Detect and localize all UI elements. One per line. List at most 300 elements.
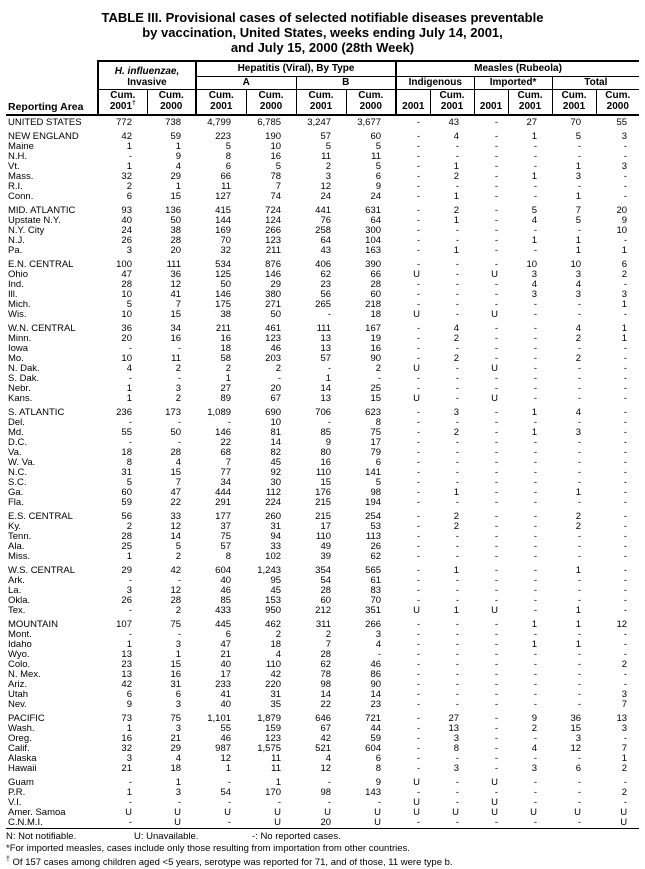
value-cell: 90 [370, 354, 382, 364]
value-cell: 565 [365, 566, 382, 576]
table-row [6, 394, 639, 404]
value-cell: 3 [531, 290, 538, 300]
reporting-area-cell: N.H. [8, 152, 27, 162]
value-cell: 50 [270, 310, 282, 320]
value-cell: 85 [320, 428, 332, 438]
value-cell: 13 [121, 650, 132, 660]
value-cell: 1 [325, 374, 332, 384]
value-cell: 4 [126, 364, 132, 374]
value-cell: 380 [265, 290, 282, 300]
value-cell: - [494, 260, 499, 270]
value-cell: 6 [375, 172, 382, 182]
legend-line [6, 831, 639, 843]
value-cell: 2 [325, 162, 332, 172]
value-cell: 2 [375, 364, 382, 374]
value-cell: - [494, 620, 499, 630]
value-cell: 66 [370, 270, 382, 280]
table-row [6, 778, 639, 788]
value-cell: 4 [575, 324, 582, 334]
value-cell: U [174, 818, 182, 828]
table-row [6, 344, 639, 354]
indigenous-header: Indigenous [396, 76, 474, 90]
value-cell: - [494, 408, 499, 418]
value-cell: 1 [225, 764, 232, 774]
value-cell: - [533, 700, 538, 710]
value-cell: 1 [453, 606, 460, 616]
value-cell: - [623, 468, 628, 478]
value-cell: 175 [215, 300, 232, 310]
value-cell: 98 [370, 488, 382, 498]
value-cell: 1 [621, 246, 628, 256]
value-cell: U [530, 808, 538, 818]
value-cell: - [577, 552, 582, 562]
value-cell: 6 [575, 764, 582, 774]
value-cell: - [533, 468, 538, 478]
value-cell: - [416, 290, 421, 300]
value-cell: - [416, 744, 421, 754]
value-cell: - [577, 798, 582, 808]
value-cell: 56 [320, 290, 332, 300]
title-line-1: TABLE III. Provisional cases of selected notifiable diseases preventable [101, 10, 544, 25]
reporting-area-cell: D.C. [8, 438, 27, 448]
value-cell: - [577, 468, 582, 478]
value-cell: - [494, 117, 499, 128]
value-cell: - [455, 458, 460, 468]
value-cell: 17 [370, 438, 382, 448]
value-cell: 60 [121, 488, 132, 498]
header-group-row [6, 61, 639, 76]
value-cell: - [623, 408, 628, 418]
value-cell: 31 [270, 690, 282, 700]
value-cell: - [494, 764, 499, 774]
value-cell: 113 [365, 532, 382, 542]
value-cell: - [455, 650, 460, 660]
reporting-area-cell: Md. [8, 428, 24, 438]
value-cell: 82 [270, 448, 282, 458]
value-cell: 75 [170, 620, 182, 630]
value-cell: 260 [265, 512, 282, 522]
value-cell: - [494, 488, 499, 498]
value-cell: 54 [320, 576, 332, 586]
value-cell: 173 [165, 408, 182, 418]
value-cell: - [623, 182, 628, 192]
value-cell: 14 [320, 690, 332, 700]
reporting-area-cell: Iowa [8, 344, 29, 354]
value-cell: - [416, 438, 421, 448]
value-cell: - [494, 754, 499, 764]
value-cell: 462 [265, 620, 282, 630]
value-cell: 42 [121, 680, 132, 690]
value-cell: - [455, 818, 460, 828]
value-cell: - [494, 344, 499, 354]
value-cell: - [533, 142, 538, 152]
serotype-footnote-text: Of 157 cases among children aged <5 years, serotype was reported for 71, and of those, 11 were type b. [12, 857, 453, 869]
value-cell: - [623, 344, 628, 354]
value-cell: 3 [575, 172, 582, 182]
value-cell: 738 [165, 117, 182, 128]
value-cell: 47 [220, 640, 232, 650]
value-cell: 49 [320, 542, 332, 552]
value-cell: 107 [116, 620, 132, 630]
reporting-area-cell: Vt. [8, 162, 20, 172]
table-row [6, 818, 639, 829]
imported-measles-footnote: *For imported measles, cases include only those resulting from importation from other countries. [6, 842, 410, 854]
reporting-area-cell: Ga. [8, 488, 24, 498]
value-cell: - [494, 236, 499, 246]
value-cell: - [623, 172, 628, 182]
value-cell: - [128, 818, 132, 828]
value-cell: - [623, 640, 628, 650]
value-cell: - [416, 818, 421, 828]
value-cell: 1 [126, 552, 132, 562]
value-cell: - [416, 714, 421, 724]
value-cell: - [494, 374, 499, 384]
value-cell: 10 [526, 260, 538, 270]
table-row [6, 428, 639, 438]
value-cell: 55 [220, 724, 232, 734]
table-body [6, 115, 639, 829]
value-cell: - [416, 206, 421, 216]
reporting-area-cell: Conn. [8, 192, 34, 202]
reporting-area-cell: N.J. [8, 236, 25, 246]
value-cell: - [455, 280, 460, 290]
value-cell: 6 [225, 630, 232, 640]
value-cell: 45 [270, 586, 282, 596]
value-cell: - [577, 586, 582, 596]
value-cell: 146 [215, 428, 232, 438]
value-cell: - [533, 512, 538, 522]
value-cell: 415 [215, 206, 232, 216]
value-cell: 125 [215, 270, 232, 280]
value-cell: - [455, 394, 460, 404]
value-cell: 215 [315, 498, 332, 508]
value-cell: 3 [621, 132, 628, 142]
value-cell: - [623, 428, 628, 438]
value-cell: - [577, 670, 582, 680]
value-cell: 17 [320, 522, 332, 532]
value-cell: - [455, 498, 460, 508]
value-cell: - [623, 364, 628, 374]
value-cell: - [455, 576, 460, 586]
value-cell: - [416, 458, 421, 468]
table-row [6, 734, 639, 744]
value-cell: U [491, 606, 499, 616]
value-cell: - [455, 236, 460, 246]
value-cell: 18 [370, 310, 382, 320]
value-cell: 1 [621, 334, 628, 344]
value-cell: 93 [121, 206, 132, 216]
value-cell: - [455, 586, 460, 596]
value-cell: - [577, 478, 582, 488]
value-cell: - [416, 596, 421, 606]
value-cell: - [623, 394, 628, 404]
reporting-area-cell: Wis. [8, 310, 27, 320]
value-cell: - [494, 458, 499, 468]
table-row [6, 478, 639, 488]
value-cell: 4 [453, 324, 460, 334]
table-row [6, 216, 639, 226]
value-cell: - [533, 522, 538, 532]
value-cell: 2 [275, 630, 282, 640]
value-cell: 5 [275, 162, 282, 172]
value-cell: - [494, 512, 499, 522]
value-cell: - [533, 552, 538, 562]
value-cell: U [491, 798, 499, 808]
table-row [6, 744, 639, 754]
value-cell: - [416, 680, 421, 690]
value-cell: 2 [453, 206, 460, 216]
value-cell: 39 [320, 552, 332, 562]
reporting-area-cell: Utah [8, 690, 29, 700]
value-cell: 266 [265, 226, 282, 236]
value-cell: - [455, 310, 460, 320]
value-cell: 1,101 [207, 714, 232, 724]
value-cell: 66 [220, 172, 232, 182]
value-cell: 521 [315, 744, 332, 754]
title-line-3: and July 15, 2000 (28th Week) [230, 40, 415, 55]
value-cell: - [327, 778, 332, 788]
reporting-area-cell: Calif. [8, 744, 30, 754]
value-cell: - [455, 532, 460, 542]
value-cell: 9 [175, 152, 182, 162]
reporting-area-cell: E.N. CENTRAL [8, 260, 74, 270]
value-cell: 24 [121, 226, 132, 236]
value-cell: U [491, 808, 499, 818]
value-cell: - [416, 448, 421, 458]
value-cell: 75 [220, 532, 232, 542]
value-cell: - [128, 418, 132, 428]
value-cell: - [577, 690, 582, 700]
value-cell: - [416, 246, 421, 256]
reporting-area-cell: Miss. [8, 552, 31, 562]
value-cell: 265 [315, 300, 332, 310]
table-row [6, 162, 639, 172]
reporting-area-cell: Alaska [8, 754, 37, 764]
value-cell: 2 [126, 182, 132, 192]
value-cell: - [577, 630, 582, 640]
value-cell: 2 [175, 606, 182, 616]
value-cell: 46 [220, 586, 232, 596]
value-cell: 1 [453, 246, 460, 256]
value-cell: - [577, 384, 582, 394]
value-cell: - [128, 606, 132, 616]
value-cell: - [577, 152, 582, 162]
table-row [6, 596, 639, 606]
value-cell: 127 [215, 192, 232, 202]
value-cell: 950 [265, 606, 282, 616]
value-cell: 50 [170, 216, 182, 226]
value-cell: 111 [316, 324, 332, 334]
reporting-area-cell: S. Dak. [8, 374, 40, 384]
value-cell: 143 [365, 788, 382, 798]
value-cell: U [274, 808, 282, 818]
value-cell: 74 [270, 192, 282, 202]
value-cell: - [128, 374, 132, 384]
reporting-area-cell: Ariz. [8, 680, 27, 690]
value-cell: - [128, 630, 132, 640]
value-cell: 14 [270, 438, 282, 448]
value-cell: U [374, 818, 382, 828]
reporting-area-cell: Nev. [8, 700, 27, 710]
value-cell: - [455, 596, 460, 606]
value-cell: - [455, 478, 460, 488]
value-cell: 144 [215, 216, 232, 226]
value-cell: - [577, 818, 582, 828]
value-cell: 26 [370, 542, 382, 552]
value-cell: - [533, 152, 538, 162]
value-cell: 19 [370, 334, 382, 344]
legend-unavailable: U: Unavailable. [134, 831, 199, 842]
value-cell: 89 [220, 394, 232, 404]
value-cell: 2 [621, 788, 628, 798]
value-cell: - [533, 586, 538, 596]
value-cell: - [577, 300, 582, 310]
value-cell: - [416, 690, 421, 700]
value-cell: 3 [175, 640, 182, 650]
value-cell: - [623, 512, 628, 522]
value-cell: - [494, 152, 499, 162]
value-cell: 28 [170, 448, 182, 458]
value-cell: - [623, 384, 628, 394]
value-cell: 22 [170, 498, 182, 508]
value-cell: - [455, 468, 460, 478]
value-cell: - [416, 650, 421, 660]
value-cell: - [494, 532, 499, 542]
value-cell: 3 [375, 630, 382, 640]
value-cell: - [494, 142, 499, 152]
value-cell: 3 [621, 162, 628, 172]
value-cell: - [533, 384, 538, 394]
value-cell: 42 [270, 670, 282, 680]
value-cell: 31 [121, 468, 132, 478]
value-cell: 6,785 [257, 117, 282, 128]
value-cell: 9 [126, 700, 132, 710]
reporting-area-cell: S.C. [8, 478, 27, 488]
value-cell: - [416, 182, 421, 192]
value-cell: 31 [170, 680, 182, 690]
table-row [6, 714, 639, 724]
value-cell: U [224, 808, 232, 818]
value-cell: 28 [121, 532, 132, 542]
value-cell: U [413, 606, 421, 616]
value-cell: 26 [121, 236, 132, 246]
value-cell: 36 [170, 270, 182, 280]
value-cell: - [494, 468, 499, 478]
reporting-area-cell: Ohio [8, 270, 29, 280]
reporting-area-cell: Ala. [8, 542, 25, 552]
value-cell: - [177, 374, 182, 384]
value-cell: 1 [126, 788, 132, 798]
value-cell: 1 [575, 566, 582, 576]
table-row [6, 468, 639, 478]
value-cell: 110 [315, 532, 332, 542]
value-cell: 1 [453, 216, 460, 226]
value-cell: 21 [170, 734, 182, 744]
value-cell: - [623, 354, 628, 364]
value-cell: 1,575 [257, 744, 282, 754]
value-cell: U [413, 798, 421, 808]
value-cell: 1 [531, 132, 538, 142]
value-cell: 1 [575, 606, 582, 616]
table-title [6, 10, 639, 55]
value-cell: 176 [315, 488, 332, 498]
value-cell: 75 [170, 714, 182, 724]
value-cell: - [533, 192, 538, 202]
reporting-area-cell: Mich. [8, 300, 31, 310]
value-cell: 34 [220, 478, 232, 488]
value-cell: 22 [220, 438, 232, 448]
value-cell: 15 [170, 192, 182, 202]
reporting-area-cell: W.N. CENTRAL [8, 324, 76, 334]
value-cell: 60 [320, 596, 332, 606]
value-cell: - [227, 818, 232, 828]
value-cell: - [494, 596, 499, 606]
value-cell: - [377, 798, 382, 808]
value-cell: - [494, 670, 499, 680]
value-cell: 2 [575, 512, 582, 522]
value-cell: - [455, 364, 460, 374]
value-cell: - [455, 290, 460, 300]
table-row [6, 384, 639, 394]
value-cell: 1 [126, 724, 132, 734]
value-cell: - [533, 246, 538, 256]
value-cell: 2 [453, 512, 460, 522]
value-cell: - [416, 354, 421, 364]
table-row [6, 620, 639, 630]
title-line-2: by vaccination, United States, weeks ending July 14, 2001, [142, 25, 503, 40]
value-cell: 14 [320, 384, 332, 394]
value-cell: - [494, 334, 499, 344]
value-cell: 177 [215, 512, 232, 522]
value-cell: 266 [365, 620, 382, 630]
column-header: Cum. 2000 [596, 90, 639, 116]
table-row [6, 418, 639, 428]
value-cell: 6 [175, 690, 182, 700]
value-cell: 33 [270, 542, 282, 552]
value-cell: - [577, 418, 582, 428]
value-cell: - [577, 364, 582, 374]
value-cell: - [177, 798, 182, 808]
value-cell: 10 [270, 142, 282, 152]
value-cell: - [494, 660, 499, 670]
value-cell: 2 [453, 334, 460, 344]
value-cell: - [577, 542, 582, 552]
value-cell: 78 [270, 172, 282, 182]
reporting-area-cell: E.S. CENTRAL [8, 512, 73, 522]
value-cell: - [533, 162, 538, 172]
value-cell: - [455, 260, 460, 270]
table-row [6, 246, 639, 256]
value-cell: 32 [220, 246, 232, 256]
value-cell: 60 [370, 132, 382, 142]
value-cell: U [620, 818, 628, 828]
value-cell: 876 [265, 260, 282, 270]
value-cell: 23 [320, 280, 332, 290]
value-cell: - [494, 448, 499, 458]
value-cell: - [455, 226, 460, 236]
value-cell: 3 [175, 700, 182, 710]
value-cell: 18 [170, 764, 182, 774]
reporting-area-cell: Ark. [8, 576, 25, 586]
value-cell: - [577, 182, 582, 192]
column-header: Cum. 2001 [552, 90, 596, 116]
value-cell: 16 [320, 458, 332, 468]
value-cell: 7 [175, 300, 182, 310]
value-cell: 7 [575, 206, 582, 216]
value-cell: 25 [121, 542, 132, 552]
table-row [6, 152, 639, 162]
value-cell: 9 [375, 778, 382, 788]
